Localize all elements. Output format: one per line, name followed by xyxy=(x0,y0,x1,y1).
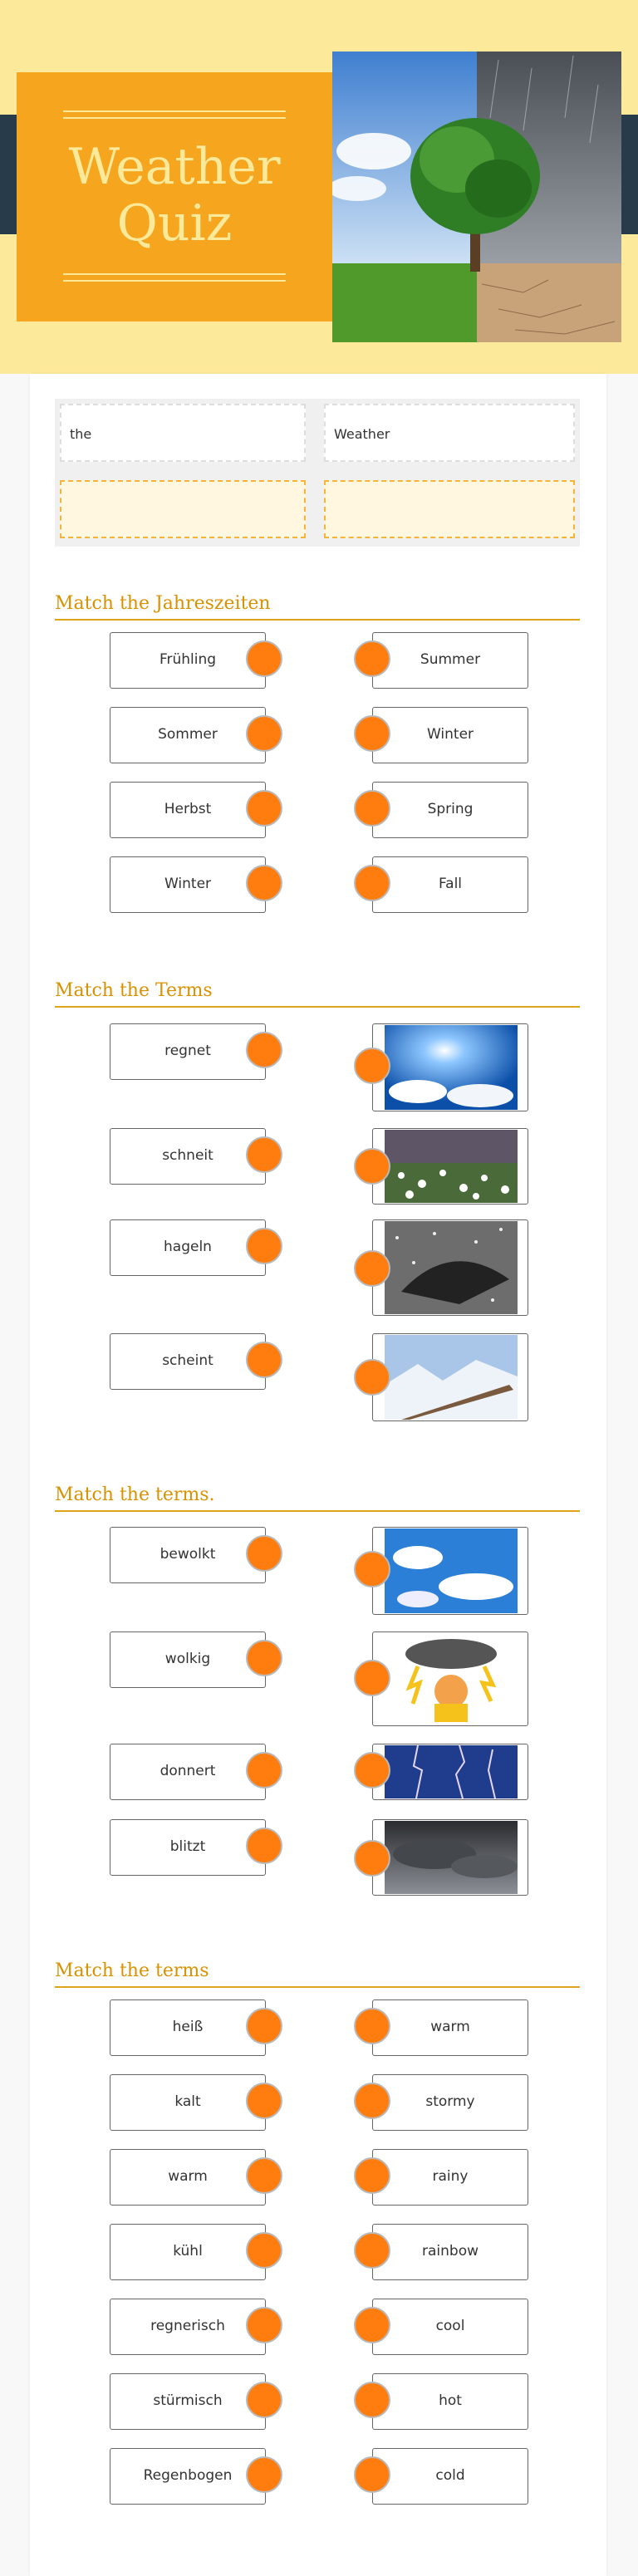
image-answer-1[interactable] xyxy=(372,1128,528,1205)
terms3-left-0[interactable] xyxy=(110,1999,266,2056)
seasons-right-1[interactable] xyxy=(372,707,528,763)
answer-label: stormy xyxy=(425,2093,475,2110)
title-rule-bottom xyxy=(63,273,286,275)
term-label: hageln xyxy=(164,1239,212,1255)
connector-dot[interactable] xyxy=(354,715,390,752)
header-banner xyxy=(0,0,638,374)
term-label: bewolkt xyxy=(160,1546,216,1563)
dark-clouds-image xyxy=(385,1821,518,1894)
left-term-3[interactable] xyxy=(110,1333,266,1390)
title-card xyxy=(17,72,332,321)
image-answer2-2[interactable] xyxy=(372,1744,528,1800)
snowy-landscape-image xyxy=(385,1335,518,1420)
answer-label: Fall xyxy=(438,876,463,892)
connector-dot[interactable] xyxy=(354,1148,390,1185)
image-answer2-0[interactable] xyxy=(372,1527,528,1615)
answer-label: Winter xyxy=(426,726,474,743)
left-term2-3[interactable] xyxy=(110,1819,266,1876)
terms3-left-1[interactable] xyxy=(110,2074,266,2131)
connector-dot[interactable] xyxy=(246,715,282,752)
connector-dot[interactable] xyxy=(354,790,390,827)
answer-label: warm xyxy=(430,2019,470,2035)
hero-tree-image xyxy=(332,52,621,342)
connector-dot[interactable] xyxy=(246,1752,282,1788)
quiz-card xyxy=(30,374,606,2576)
blank-the[interactable]: the xyxy=(60,404,306,462)
connector-dot[interactable] xyxy=(246,2382,282,2418)
connector-dot[interactable] xyxy=(354,640,390,677)
term-label: wolkig xyxy=(164,1651,211,1667)
connector-dot[interactable] xyxy=(354,1048,390,1084)
title-rule-top xyxy=(63,110,286,112)
image-answer-2[interactable] xyxy=(372,1219,528,1316)
connector-dot[interactable] xyxy=(246,2456,282,2493)
term-label: regnet xyxy=(164,1043,211,1059)
term-label: schneit xyxy=(162,1147,213,1164)
seasons-right-2[interactable] xyxy=(372,782,528,838)
connector-dot[interactable] xyxy=(246,2083,282,2119)
title-rule-bottom-2 xyxy=(63,280,286,282)
term-label: Winter xyxy=(164,876,212,892)
connector-dot[interactable] xyxy=(246,790,282,827)
connector-dot[interactable] xyxy=(246,1136,282,1173)
terms3-left-4[interactable] xyxy=(110,2299,266,2355)
image-answer-0[interactable] xyxy=(372,1023,528,1111)
terms3-right-5[interactable] xyxy=(372,2373,528,2430)
connector-dot[interactable] xyxy=(246,1640,282,1676)
storm-cartoon-image xyxy=(385,1633,518,1725)
lightning-image xyxy=(385,1745,518,1798)
connector-dot[interactable] xyxy=(354,2382,390,2418)
connector-dot[interactable] xyxy=(246,865,282,901)
section-title-jahreszeiten: Match the Jahreszeiten xyxy=(55,593,580,621)
left-term-0[interactable] xyxy=(110,1023,266,1080)
terms3-right-3[interactable] xyxy=(372,2224,528,2280)
connector-dot[interactable] xyxy=(246,640,282,677)
answer-label: rainy xyxy=(432,2168,469,2185)
seasons-left-3[interactable] xyxy=(110,856,266,913)
term-label: warm xyxy=(168,2168,208,2185)
term-label: heiß xyxy=(172,2019,204,2035)
answer-label: cool xyxy=(435,2318,465,2334)
term-label: kühl xyxy=(173,2243,203,2260)
terms3-left-5[interactable] xyxy=(110,2373,266,2430)
section-title-terms: Match the Terms xyxy=(55,980,580,1008)
term-label: scheint xyxy=(162,1352,213,1369)
cloudy-sky-image xyxy=(385,1528,518,1613)
connector-dot[interactable] xyxy=(354,2232,390,2269)
term-label: blitzt xyxy=(169,1838,206,1855)
left-term-2[interactable] xyxy=(110,1219,266,1276)
term-label: donnert xyxy=(160,1763,216,1779)
terms3-right-4[interactable] xyxy=(372,2299,528,2355)
snowy-field-image xyxy=(385,1130,518,1203)
connector-dot[interactable] xyxy=(246,2008,282,2044)
connector-dot[interactable] xyxy=(354,2083,390,2119)
connector-dot[interactable] xyxy=(246,1032,282,1068)
term-label: Regenbogen xyxy=(143,2467,233,2484)
seasons-left-2[interactable] xyxy=(110,782,266,838)
answer-label: Spring xyxy=(427,801,474,817)
blank-weather[interactable]: Weather xyxy=(324,404,575,462)
terms3-left-6[interactable] xyxy=(110,2448,266,2505)
connector-dot[interactable] xyxy=(246,1828,282,1864)
connector-dot[interactable] xyxy=(246,1535,282,1572)
terms3-left-2[interactable] xyxy=(110,2149,266,2206)
left-term2-1[interactable] xyxy=(110,1631,266,1688)
answer-label: Summer xyxy=(420,651,481,668)
terms3-right-0[interactable] xyxy=(372,1999,528,2056)
connector-dot[interactable] xyxy=(246,1228,282,1264)
title-line-2: Quiz xyxy=(116,194,233,253)
connector-dot[interactable] xyxy=(354,1359,390,1396)
drop-zone-left[interactable] xyxy=(60,480,306,538)
terms3-right-1[interactable] xyxy=(372,2074,528,2131)
seasons-right-0[interactable] xyxy=(372,632,528,689)
seasons-left-0[interactable] xyxy=(110,632,266,689)
left-term2-2[interactable] xyxy=(110,1744,266,1800)
connector-dot[interactable] xyxy=(354,1660,390,1696)
hail-umbrella-image xyxy=(385,1221,518,1314)
connector-dot[interactable] xyxy=(354,1752,390,1788)
connector-dot[interactable] xyxy=(354,1840,390,1877)
sunny-sky-image xyxy=(385,1025,518,1110)
connector-dot[interactable] xyxy=(246,1342,282,1378)
answer-label: cold xyxy=(435,2467,465,2484)
connector-dot[interactable] xyxy=(354,2157,390,2194)
image-answer-3[interactable] xyxy=(372,1333,528,1421)
title-line-1: Weather xyxy=(68,138,281,196)
seasons-right-3[interactable] xyxy=(372,856,528,913)
term-label: Herbst xyxy=(164,801,212,817)
connector-dot[interactable] xyxy=(354,865,390,901)
connector-dot[interactable] xyxy=(354,1250,390,1287)
title-rule-top-2 xyxy=(63,117,286,119)
seasons-left-1[interactable] xyxy=(110,707,266,763)
left-term2-0[interactable] xyxy=(110,1527,266,1583)
connector-dot[interactable] xyxy=(354,2456,390,2493)
fill-blanks-panel xyxy=(55,399,580,547)
image-answer2-3[interactable] xyxy=(372,1819,528,1896)
terms3-right-6[interactable] xyxy=(372,2448,528,2505)
section-title-terms-3: Match the terms xyxy=(55,1960,580,1988)
connector-dot[interactable] xyxy=(246,2307,282,2343)
connector-dot[interactable] xyxy=(354,2008,390,2044)
connector-dot[interactable] xyxy=(246,2157,282,2194)
answer-label: rainbow xyxy=(422,2243,478,2260)
connector-dot[interactable] xyxy=(354,2307,390,2343)
term-label: kalt xyxy=(174,2093,201,2110)
term-label: Frühling xyxy=(159,651,217,668)
image-answer2-1[interactable] xyxy=(372,1631,528,1726)
connector-dot[interactable] xyxy=(354,1551,390,1587)
page-title xyxy=(17,139,332,252)
terms3-left-3[interactable] xyxy=(110,2224,266,2280)
connector-dot[interactable] xyxy=(246,2232,282,2269)
term-label: regnerisch xyxy=(150,2318,225,2334)
terms3-right-2[interactable] xyxy=(372,2149,528,2206)
left-term-1[interactable] xyxy=(110,1128,266,1185)
answer-label: hot xyxy=(439,2392,462,2409)
section-title-terms-2: Match the terms. xyxy=(55,1484,580,1512)
term-label: stürmisch xyxy=(153,2392,223,2409)
term-label: Sommer xyxy=(158,726,218,743)
drop-zone-right[interactable] xyxy=(324,480,575,538)
